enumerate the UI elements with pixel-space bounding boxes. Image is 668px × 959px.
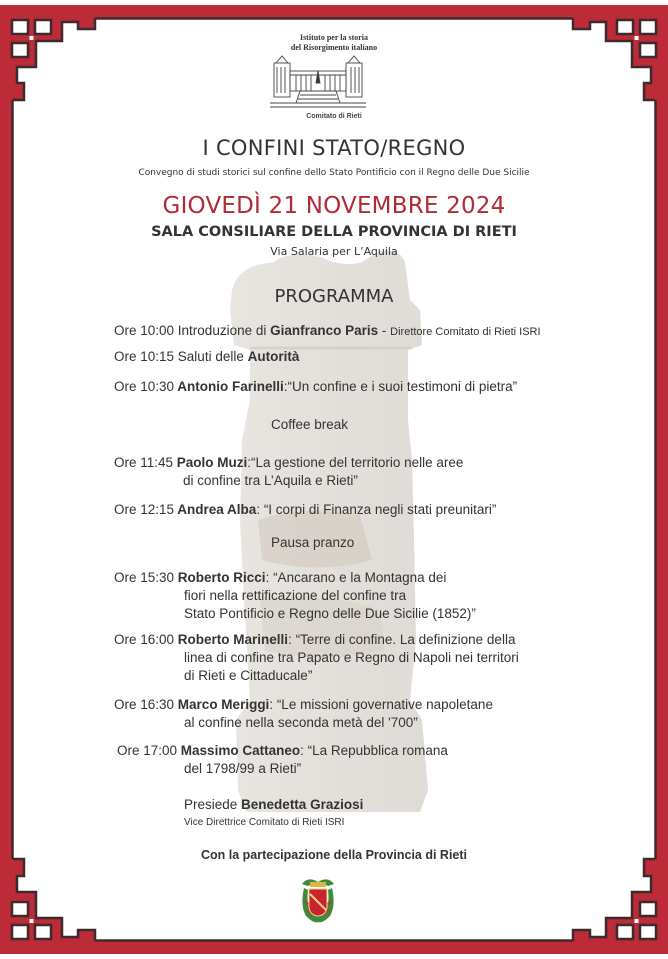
item-talk: : “Terre di confine. La definizione della: [288, 632, 516, 647]
item-time: Ore 10:30: [114, 379, 175, 394]
item-speaker: Autorità: [247, 349, 300, 364]
institute-committee-caption: Comitato di Rieti: [306, 113, 362, 120]
coffee-break-label: Coffee break: [271, 417, 349, 432]
item-text: Saluti delle: [174, 349, 248, 364]
event-date: GIOVEDÌ 21 NOVEMBRE 2024: [162, 193, 506, 219]
item-talk-continuation: linea di confine tra Papato e Regno di Napoli nei territori: [184, 650, 519, 665]
vittoriano-building-icon: [270, 53, 366, 109]
event-venue: SALA CONSILIARE DELLA PROVINCIA DI RIETI: [151, 224, 517, 240]
item-time: Ore 15:30: [114, 570, 175, 585]
item-time: Ore 16:30: [114, 697, 175, 712]
item-talk: :“La gestione del territorio nelle aree: [247, 455, 464, 470]
item-talk: : “I corpi di Finanza negli stati preunitari”: [256, 502, 497, 517]
item-talk-continuation: di confine tra L’Aquila e Rieti”: [183, 473, 358, 488]
chair-role: Vice Direttrice Comitato di Rieti ISRI: [184, 817, 345, 828]
institute-name-line1: Istituto per la storia: [299, 33, 369, 42]
item-time: Ore 10:15: [114, 349, 175, 364]
item-talk-continuation: Stato Pontificio e Regno delle Due Sicilie (1852)”: [184, 606, 476, 621]
event-subtitle: Convegno di studi storici sul confine dello Stato Pontificio con il Regno delle Due Sicilie: [138, 168, 530, 178]
event-address: Via Salaria per L’Aquila: [270, 245, 398, 258]
item-talk-continuation: di Rieti e Cittaducale”: [184, 668, 313, 683]
item-time: Ore 10:00: [114, 323, 175, 338]
programme-item: [114, 323, 541, 340]
item-speaker: Roberto Marinelli: [174, 632, 289, 647]
programme-item: [114, 502, 496, 518]
programme-item: [114, 697, 493, 713]
item-talk-continuation: al confine nella seconda metà del '700”: [184, 715, 418, 730]
programme-item: [114, 379, 517, 395]
item-speaker: Paolo Muzi: [173, 455, 248, 470]
provincia-rieti-coat-of-arms-icon: [298, 876, 338, 924]
programme-item: [114, 570, 446, 586]
chair-line: [184, 797, 363, 813]
item-time: Ore 12:15: [114, 502, 175, 517]
item-speaker: Roberto Ricci: [174, 570, 266, 585]
lunch-break-label: Pausa pranzo: [271, 535, 355, 550]
participation-note: Con la partecipazione della Provincia di Rieti: [200, 848, 468, 862]
item-time: Ore 16:00: [114, 632, 175, 647]
item-talk: : “La Repubblica romana: [300, 743, 448, 758]
item-speaker: Marco Meriggi: [174, 697, 270, 712]
chair-prefix: Presiede: [184, 797, 242, 812]
item-speaker: Andrea Alba: [174, 502, 257, 517]
programme-item: [114, 349, 299, 365]
item-speaker: Massimo Cattaneo: [177, 743, 301, 758]
item-time: Ore 17:00: [117, 743, 178, 758]
item-talk: :“Un confine e i suoi testimoni di pietra”: [283, 379, 518, 394]
item-speaker: Antonio Farinelli: [174, 379, 284, 394]
item-talk-continuation: fiori nella rettificazione del confine tra: [184, 588, 407, 603]
institute-name-line2: del Risorgimento italiano: [290, 43, 378, 52]
event-title: I CONFINI STATO/REGNO: [202, 136, 466, 160]
item-role: Direttore Comitato di Rieti ISRI: [390, 326, 541, 338]
item-speaker: Gianfranco Paris: [270, 323, 379, 338]
programme-item: [117, 743, 448, 759]
chair-name: Benedetta Graziosi: [241, 797, 364, 812]
programme-item: [114, 632, 515, 648]
item-talk: : “Ancarano e la Montagna dei: [265, 570, 447, 585]
item-talk: : “Le missioni governative napoletane: [269, 697, 493, 712]
item-time: Ore 11:45: [114, 455, 174, 470]
item-separator: -: [378, 323, 391, 338]
item-text: Introduzione di: [174, 323, 271, 338]
programme-item: [114, 455, 463, 471]
item-talk-continuation: del 1798/99 a Rieti”: [184, 761, 302, 776]
programme-heading: PROGRAMMA: [274, 286, 394, 307]
